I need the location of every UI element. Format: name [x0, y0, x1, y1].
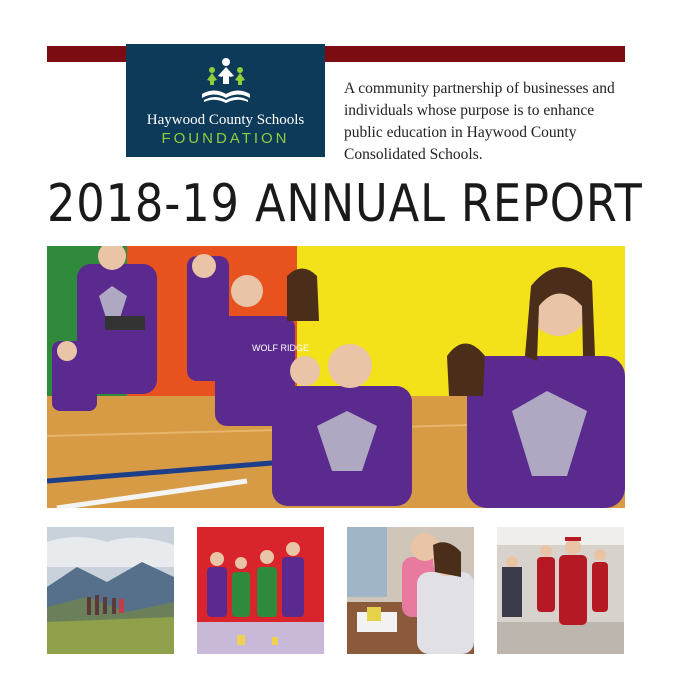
graduation-photo	[497, 527, 624, 654]
foundation-logo	[126, 44, 325, 157]
mountain-hike-photo	[47, 527, 174, 654]
kids-craft-photo	[347, 527, 474, 654]
report-title: 2018-19 ANNUAL REPORT	[47, 174, 643, 234]
hero-photo	[47, 246, 625, 508]
mission-tagline: A community partnership of businesses and individuals whose purpose is to enhance public education in Haywood County Consolidated Schools.	[344, 80, 615, 163]
classroom-green-shirts-photo	[197, 527, 324, 654]
logo-subtitle: FOUNDATION	[161, 130, 290, 147]
logo-name: Haywood County Schools	[146, 112, 305, 128]
tshirt-text: WOLF RIDGE	[252, 343, 310, 353]
people-book-icon	[200, 56, 252, 106]
